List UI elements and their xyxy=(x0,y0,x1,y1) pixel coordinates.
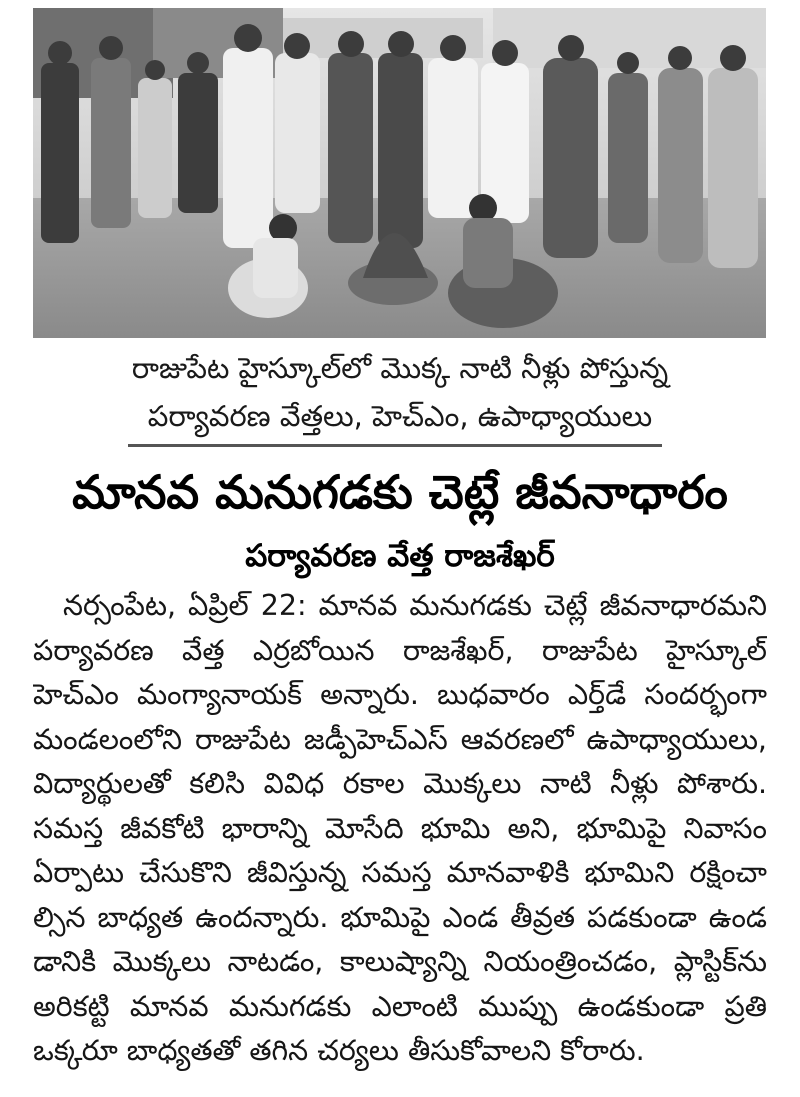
body-line: డానికి మొక్కలు నాటడం, కాలుష్యాన్ని నియంత్రించడం, ప్లాస్టిక్‌ను xyxy=(33,945,767,978)
body-line: పర్యావరణ వేత్త ఎర్రబోయిన రాజశేఖర్, రాజుపేట హైస్కూల్ xyxy=(33,633,767,667)
body-line: మండలంలోని రాజుపేట జడ్పీహెచ్‌ఎస్ ఆవరణలో ఉపాధ్యాయులు, xyxy=(33,722,767,756)
body-line: సమస్త జీవకోటి భారాన్ని మోసేది భూమి అని, భూమిపై నివాసం xyxy=(33,811,767,845)
caption-divider xyxy=(128,444,662,447)
article-subheadline: పర్యావరణ వేత్త రాజశేఖర్ xyxy=(245,538,555,574)
article-headline: మానవ మనుగడకు చెట్లే జీవనాధారం xyxy=(72,465,728,519)
news-photo xyxy=(33,8,766,338)
photo-scene xyxy=(33,8,766,338)
photo-caption-line-1: రాజుపేట హైస్కూల్‌లో మొక్క నాటి నీళ్లు పోస్తున్న xyxy=(131,351,669,385)
body-line: విద్యార్థులతో కలిసి వివిధ రకాల మొక్కలు నాటి నీళ్లు పోశారు. xyxy=(33,767,767,800)
body-line: ఏర్పాటు చేసుకొని జీవిస్తున్న సమస్త మానవాళికి భూమిని రక్షించా xyxy=(33,856,767,889)
article-body xyxy=(33,584,767,1074)
body-line: అరికట్టి మానవ మనుగడకు ఎలాంటి ముప్పు ఉండకుండా ప్రతి xyxy=(33,989,767,1023)
photo-caption-line-2: పర్యావరణ వేత్తలు, హెచ్‌ఎం, ఉపాధ్యాయులు xyxy=(147,399,653,433)
body-line: హెచ్‌ఎం మంగ్యానాయక్ అన్నారు. బుధవారం ఎర్త్‌డే సందర్భంగా xyxy=(33,678,767,711)
body-line: నర్సంపేట, ఏప్రిల్ 22: మానవ మనుగడకు చెట్లే జీవనాధారమని xyxy=(63,589,767,622)
body-line: ఒక్కరూ బాధ్యతతో తగిన చర్యలు తీసుకోవాలని కోరారు. xyxy=(33,1034,645,1067)
body-line: ల్సిన బాధ్యత ఉందన్నారు. భూమిపై ఎండ తీవ్రత పడకుండా ఉండ xyxy=(33,900,767,934)
